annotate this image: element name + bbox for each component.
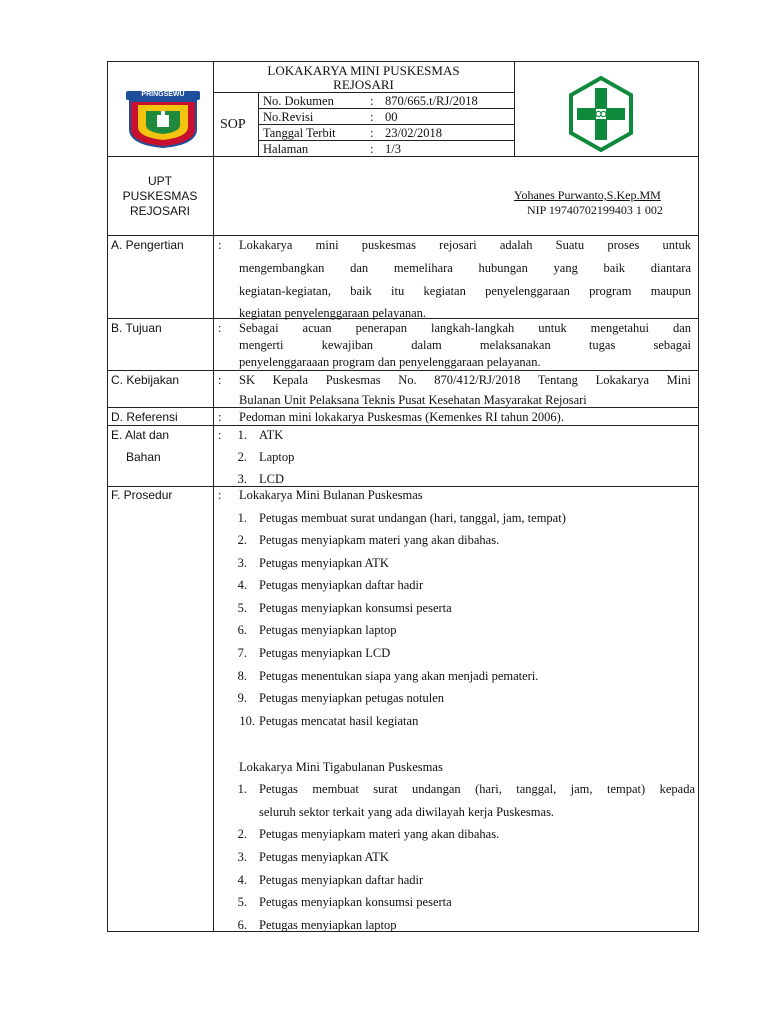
meta-sep: : (370, 142, 374, 156)
list-item: Petugas menyiapkan laptop (259, 623, 397, 637)
meta-value-revisi: 00 (385, 110, 398, 124)
list-number: 2. (237, 450, 247, 464)
tujuan-line: penyelenggaraaan program dan penyelenggaraan pelayanan. (239, 355, 541, 369)
list-item: Petugas menyiapkan laptop (259, 918, 397, 932)
section-sep: : (218, 238, 222, 252)
list-item: Laptop (259, 450, 295, 464)
org-name-line2: PUSKESMAS (122, 189, 198, 203)
pengertian-line: Lokakarya mini puskesmas rejosari adalah Suatu proses untuk (239, 238, 691, 252)
list-item: Petugas membuat surat undangan (hari, tanggal, jam, tempat) kepada (259, 782, 695, 796)
list-item-continuation: seluruh sektor terkait yang ada diwilayah kerja Puskesmas. (259, 805, 555, 819)
pringsewu-logo (124, 89, 202, 149)
list-item: LCD (259, 472, 284, 486)
list-number: 1. (237, 782, 247, 796)
list-number: 7. (237, 646, 247, 660)
prosedur-group1-title: Lokakarya Mini Bulanan Puskesmas (239, 488, 423, 502)
meta-label-tanggal: Tanggal Terbit (263, 126, 336, 140)
list-number: 1. (237, 428, 247, 442)
list-number: 3. (237, 556, 247, 570)
sop-label: SOP (220, 117, 246, 132)
list-item: Petugas membuat surat undangan (hari, tanggal, jam, tempat) (259, 511, 566, 525)
list-number: 6. (237, 623, 247, 637)
section-sep: : (218, 373, 222, 387)
list-number: 3. (237, 472, 247, 486)
org-name-line1: UPT (148, 174, 172, 188)
list-item: Petugas menyiapkan petugas notulen (259, 691, 445, 705)
meta-value-halaman: 1/3 (385, 142, 401, 156)
tujuan-line: mengerti kewajiban dalam melaksanakan tugas sebagai (239, 338, 691, 352)
list-item: Petugas menyiapkam materi yang akan dibahas. (259, 827, 500, 841)
meta-sep: : (370, 110, 374, 124)
list-number: 3. (237, 850, 247, 864)
prosedur-group2-title: Lokakarya Mini Tigabulanan Puskesmas (239, 760, 443, 774)
list-item: Petugas menyiapkan daftar hadir (259, 578, 424, 592)
list-number: 2. (237, 533, 247, 547)
signer-nip: NIP 19740702199403 1 002 (527, 203, 663, 217)
meta-label-revisi: No.Revisi (263, 110, 314, 124)
kebijakan-line: SK Kepala Puskesmas No. 870/412/RJ/2018 Tentang Lokakarya Mini (239, 373, 691, 387)
list-number: 5. (237, 895, 247, 909)
list-number: 2. (237, 827, 247, 841)
list-item: Petugas mencatat hasil kegiatan (259, 714, 419, 728)
section-sep: : (218, 488, 222, 502)
logo-text: PRINGSEWU (141, 91, 185, 98)
section-label-bahan: Bahan (126, 450, 161, 464)
puskesmas-logo (567, 76, 635, 152)
list-item: Petugas menyiapkan ATK (259, 850, 389, 864)
list-number: 4. (237, 578, 247, 592)
list-item: Petugas menyiapkan konsumsi peserta (259, 601, 452, 615)
tujuan-line: Sebagai acuan penerapan langkah-langkah untuk mengetahui dan (239, 321, 691, 335)
section-label-kebijakan: C. Kebijakan (111, 373, 180, 387)
section-sep: : (218, 410, 222, 424)
list-item: Petugas menyiapkan ATK (259, 556, 389, 570)
meta-value-dokumen: 870/665.t/RJ/2018 (385, 94, 478, 108)
document-title-line1: LOKAKARYA MINI PUSKESMAS (267, 63, 460, 78)
list-number: 4. (237, 873, 247, 887)
list-item: Petugas menyiapkan LCD (259, 646, 391, 660)
section-sep: : (218, 321, 222, 335)
list-number: 1. (237, 511, 247, 525)
list-number: 8. (237, 669, 247, 683)
section-label-alat: E. Alat dan (111, 428, 170, 442)
list-item: Petugas menyiapkan daftar hadir (259, 873, 424, 887)
list-number: 9. (237, 691, 247, 705)
meta-sep: : (370, 94, 374, 108)
kebijakan-line: Bulanan Unit Pelaksana Teknis Pusat Kesehatan Masyarakat Rejosari (239, 393, 587, 407)
pengertian-line: kegiatan penyelenggaraan pelayanan. (239, 306, 427, 320)
list-item: Petugas menyiapkam materi yang akan dibahas. (259, 533, 500, 547)
list-item: Petugas menentukan siapa yang akan menjadi pemateri. (259, 669, 539, 683)
pengertian-line: mengembangkan dan memelihara hubungan yang baik diantara (239, 261, 691, 275)
list-number: 10. (239, 714, 255, 728)
pengertian-line: kegiatan-kegiatan, baik itu kegiatan penyelenggaraan program maupun (239, 284, 691, 298)
document-title-line2: REJOSARI (333, 77, 394, 92)
section-label-tujuan: B. Tujuan (111, 321, 162, 335)
list-item: Petugas menyiapkan konsumsi peserta (259, 895, 452, 909)
list-number: 6. (237, 918, 247, 932)
referensi-text: Pedoman mini lokakarya Puskesmas (Kemenkes RI tahun 2006). (239, 410, 564, 424)
meta-sep: : (370, 126, 374, 140)
meta-label-dokumen: No. Dokumen (263, 94, 334, 108)
list-item: ATK (259, 428, 284, 442)
meta-value-tanggal: 23/02/2018 (385, 126, 442, 140)
section-label-prosedur: F. Prosedur (111, 488, 173, 502)
section-sep: : (218, 428, 222, 442)
section-label-pengertian: A. Pengertian (111, 238, 184, 252)
list-number: 5. (237, 601, 247, 615)
org-name-line3: REJOSARI (129, 204, 190, 218)
section-label-referensi: D. Referensi (111, 410, 178, 424)
meta-label-halaman: Halaman (263, 142, 309, 156)
signer-name: Yohanes Purwanto,S.Kep.MM (514, 188, 661, 202)
